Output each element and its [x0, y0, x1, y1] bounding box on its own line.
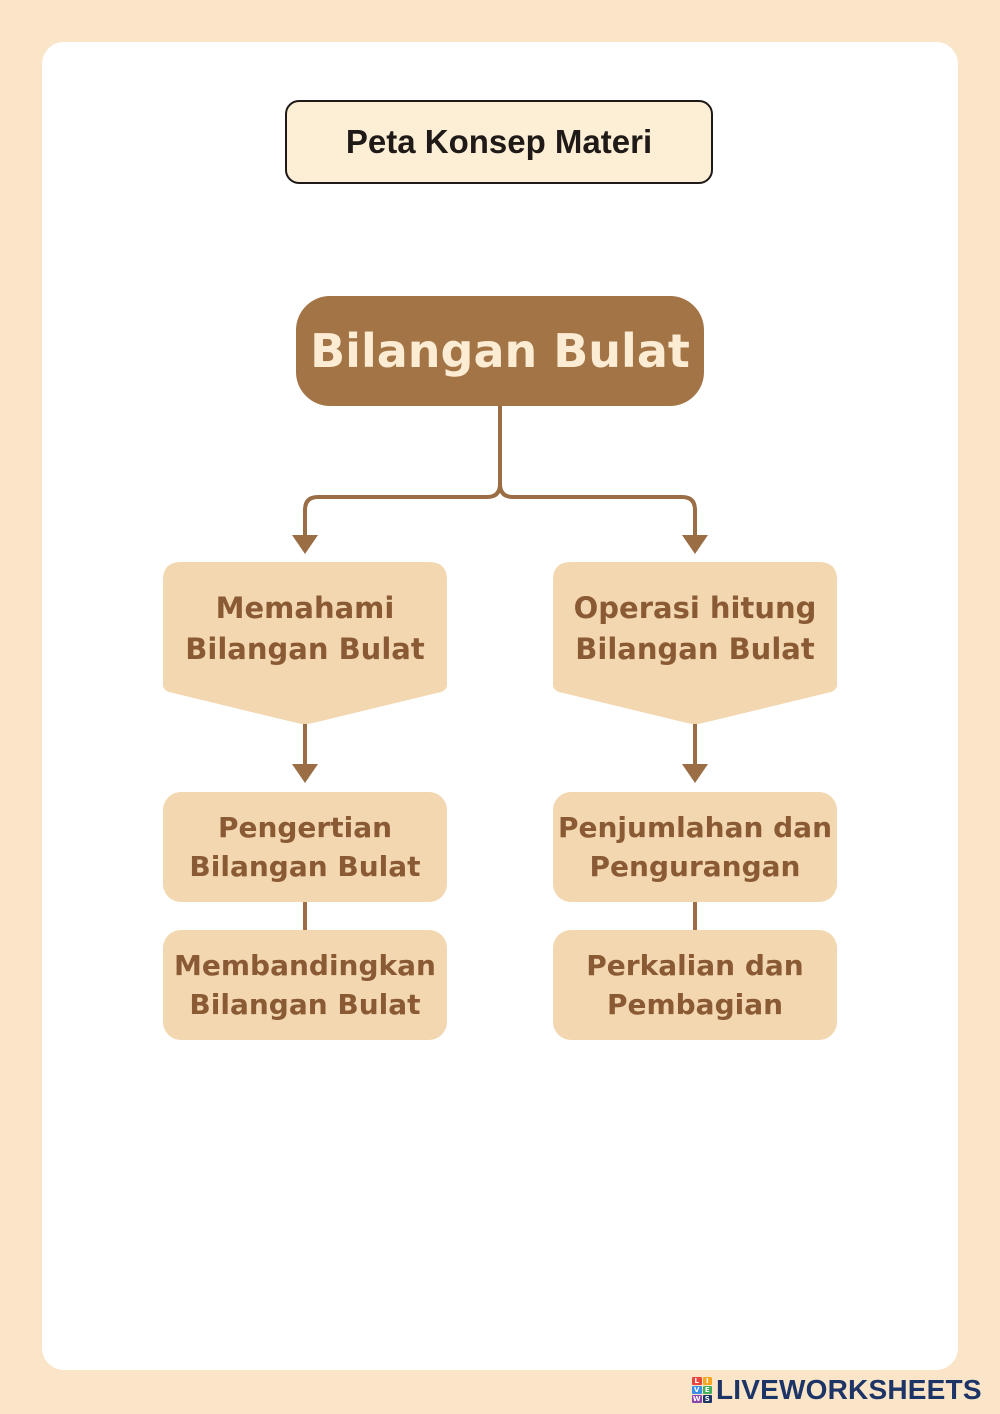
branch-heading-right: [553, 588, 837, 670]
node-membandingkan-line-1: Membandingkan: [174, 949, 436, 982]
logo-letter: W: [692, 1395, 701, 1403]
root-node: Bilangan Bulat: [296, 296, 704, 406]
node-pengertian-line-2: Bilangan Bulat: [189, 850, 421, 883]
logo-letter: S: [703, 1395, 713, 1403]
liveworksheets-wordmark: LIVEWORKSHEETS: [716, 1374, 982, 1405]
branch-heading-right-line-1: Operasi hitung: [573, 591, 817, 625]
node-perkalian-line-1: Perkalian dan: [586, 949, 804, 982]
liveworksheets-brand[interactable]: [692, 1374, 982, 1406]
branch-heading-left: [163, 588, 447, 670]
connector-root-right: [500, 484, 695, 538]
node-penjumlahan: [553, 792, 837, 902]
logo-letter: I: [703, 1377, 713, 1385]
node-perkalian: [553, 930, 837, 1040]
page-title: Peta Konsep Materi: [285, 100, 713, 184]
arrow-head-right-top: [682, 535, 708, 554]
branch-heading-right-line-2: Bilangan Bulat: [575, 632, 815, 666]
arrow-head-right-mid: [682, 764, 708, 783]
arrow-head-left-top: [292, 535, 318, 554]
node-membandingkan-line-2: Bilangan Bulat: [189, 988, 421, 1021]
node-pengertian-line-1: Pengertian: [217, 811, 393, 844]
logo-letter: E: [703, 1386, 713, 1394]
node-penjumlahan-line-2: Pengurangan: [589, 850, 801, 883]
liveworksheets-logo-icon: [692, 1377, 712, 1403]
node-pengertian: [163, 792, 447, 902]
branch-heading-left-line-1: Memahami: [215, 591, 395, 625]
logo-letter: V: [692, 1386, 702, 1394]
branch-heading-left-line-2: Bilangan Bulat: [185, 632, 425, 666]
node-penjumlahan-line-1: Penjumlahan dan: [557, 811, 833, 844]
node-membandingkan: [163, 930, 447, 1040]
node-perkalian-line-2: Pembagian: [606, 988, 784, 1021]
logo-letter: L: [692, 1377, 702, 1385]
arrow-head-left-mid: [292, 764, 318, 783]
connector-root-trunk: [305, 406, 500, 538]
